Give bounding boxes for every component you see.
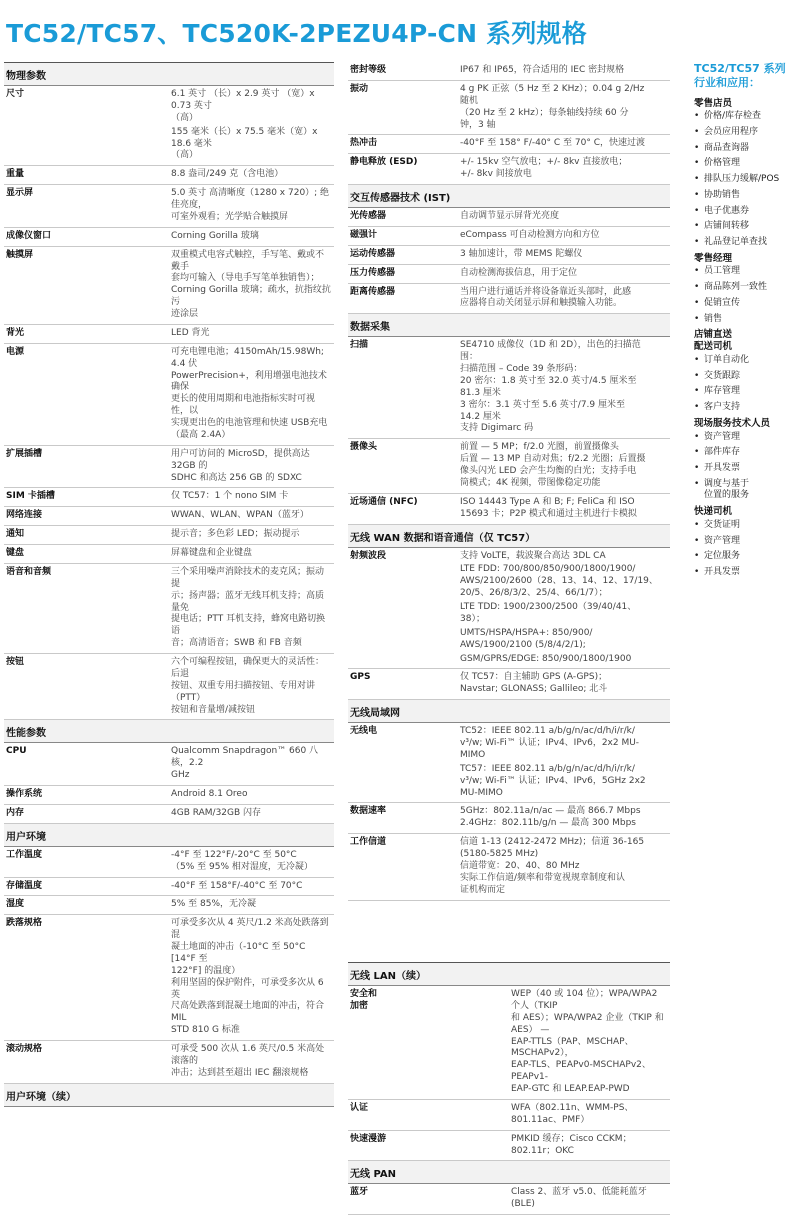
spec-label: 静电释放 (ESD) — [348, 154, 458, 185]
bullet-icon: • — [694, 282, 700, 293]
sidebar-title: TC52/TC57 系列 行业和应用： — [694, 62, 786, 89]
spec-value-line: 可充电锂电池；4150mAh/15.98Wh; 4.4 伏 PowerPrecision+，利用增强电池技术确保 更长的使用周期和电池指标实时可视性，以 实现更出色的电池管理和快速 USB充电 （最高 2.4A） — [171, 346, 328, 440]
spec-label: 扩展插槽 — [4, 445, 169, 488]
spec-table-left — [4, 62, 334, 1107]
spec-label: 认证 — [348, 1099, 509, 1130]
sidebar-group-title: 快递司机 — [694, 506, 733, 517]
spec-value — [169, 526, 334, 545]
section-heading — [348, 700, 670, 723]
sidebar-list-item-text: 交货证明 — [704, 519, 741, 530]
spec-label: 按钮 — [4, 654, 169, 720]
spec-value — [169, 563, 334, 653]
bullet-icon: • — [694, 266, 700, 277]
spec-value — [458, 547, 670, 669]
sidebar-list-item — [694, 206, 798, 218]
spec-column-middle-continued — [348, 962, 670, 1215]
bullet-icon: • — [694, 519, 700, 530]
sidebar-list-item-text: 商品查询器 — [704, 142, 750, 153]
spec-value — [169, 86, 334, 166]
spec-row — [4, 246, 334, 324]
spec-row — [4, 896, 334, 915]
section-heading — [4, 63, 334, 86]
bullet-icon: • — [694, 370, 700, 381]
sidebar-list-item-text: 排队压力缓解/POS — [704, 174, 780, 185]
section-heading — [348, 524, 670, 547]
spec-value — [458, 493, 670, 524]
sidebar-list-item-text: 礼品登记单查找 — [704, 236, 768, 247]
bullet-icon: • — [694, 462, 700, 473]
spec-label: 操作系统 — [4, 786, 169, 805]
section-heading — [4, 720, 334, 743]
sidebar-list-item — [694, 221, 798, 233]
bullet-icon: • — [694, 535, 700, 546]
spec-value-line: 仅 TC57：自主辅助 GPS (A-GPS)； Navstar; GLONASS; Gallileo; 北斗 — [460, 672, 608, 695]
bullet-icon: • — [694, 297, 700, 308]
spec-value-line: 支持 VoLTE，载波聚合高达 3DL CA — [460, 550, 606, 561]
spec-row — [348, 723, 670, 803]
bullet-icon: • — [694, 551, 700, 562]
section-heading — [348, 185, 670, 208]
spec-label: 磁强计 — [348, 226, 458, 245]
spec-value-line: 当用户进行通话并将设备靠近头部时，此感 应器将自动关闭显示屏和触摸输入功能。 — [460, 286, 632, 309]
sidebar-list-item — [694, 111, 798, 123]
spec-row — [4, 804, 334, 823]
sidebar-list-item-text: 资产管理 — [704, 535, 741, 546]
sidebar-list-item-text: 订单自动化 — [704, 354, 750, 365]
section-heading-text: 无线 WAN 数据和语音通信（仅 TC57） — [348, 524, 670, 547]
spec-label: 尺寸 — [4, 86, 169, 166]
spec-value-line: -40°F 至 158° F/-40° C 至 70° C，快速过渡 — [460, 138, 646, 149]
sidebar-list-item — [694, 355, 798, 367]
spec-value — [169, 896, 334, 915]
sidebar-list-item-text: 库存管理 — [704, 386, 741, 397]
bullet-icon: • — [694, 111, 700, 122]
spec-value-line: 六个可编程按钮，确保更大的灵活性：后退 按钮、双重专用扫描按钮、专用对讲（PTT） 按钮和音量增/减按钮 — [171, 657, 325, 715]
bullet-icon: • — [694, 402, 700, 412]
sidebar-list-item — [694, 432, 798, 444]
spec-value — [169, 846, 334, 877]
section-heading-text: 用户环境 — [4, 823, 334, 846]
spec-value — [509, 1099, 670, 1130]
sidebar-list-item-text: 交货跟踪 — [704, 370, 741, 381]
bullet-icon: • — [694, 142, 700, 153]
spec-label: 密封等级 — [348, 62, 458, 80]
spec-row — [4, 846, 334, 877]
spec-value-line: eCompass 可自动检测方向和方位 — [460, 229, 600, 240]
section-heading-text: 无线 LAN（续） — [348, 963, 670, 986]
spec-row — [4, 563, 334, 653]
bullet-icon: • — [694, 386, 700, 397]
spec-value — [169, 915, 334, 1041]
spec-value-line: WWAN、WLAN、WPAN（蓝牙） — [171, 510, 309, 521]
spec-row — [4, 445, 334, 488]
spec-value-line: 屏幕键盘和企业键盘 — [171, 548, 253, 558]
spec-value — [169, 743, 334, 786]
spec-label: 滚动规格 — [4, 1041, 169, 1084]
spec-value — [169, 877, 334, 896]
sidebar-group-title: 零售店员 — [694, 97, 733, 109]
spec-value-line: TC52：IEEE 802.11 a/b/g/n/ac/d/h/i/r/k/ v³/w; Wi-Fi™ 认证；IPv4、IPv6，2x2 MU- MIMO — [460, 726, 640, 760]
spec-row — [348, 439, 670, 494]
spec-label: 键盘 — [4, 545, 169, 564]
spec-value-line: UMTS/HSPA/HSPA+: 850/900/ AWS/1900/2100 (5/8/4/2/1); — [460, 627, 593, 650]
spec-row — [348, 264, 670, 283]
bullet-icon: • — [694, 127, 700, 138]
spec-value — [458, 264, 670, 283]
spec-value — [509, 986, 670, 1100]
sidebar-list-item-text: 电子优惠券 — [704, 205, 750, 216]
spec-row — [4, 86, 334, 166]
spec-column-middle — [348, 62, 670, 901]
spec-value-line: LTE TDD: 1900/2300/2500（39/40/41、 38）； — [460, 602, 637, 624]
bullet-icon: • — [694, 313, 700, 324]
sidebar-list-item-text: 开具发票 — [704, 462, 741, 473]
spec-label: 安全和 加密 — [348, 986, 509, 1100]
spec-row — [4, 915, 334, 1041]
spec-label: 语音和音频 — [4, 563, 169, 653]
sidebar-list-item-text: 价格/库存检查 — [704, 111, 762, 122]
sidebar-list-item — [694, 282, 798, 294]
spec-label: 距离传感器 — [348, 283, 458, 314]
spec-row — [348, 803, 670, 834]
spec-value — [458, 803, 670, 834]
section-heading-text: 无线局域网 — [348, 700, 670, 723]
sidebar-list-item-text: 商品陈列一致性 — [704, 282, 768, 293]
sidebar-list-item-text: 价格管理 — [704, 158, 741, 169]
spec-row — [348, 1099, 670, 1130]
sidebar — [694, 62, 798, 583]
sidebar-list-item-text: 定位服务 — [704, 551, 741, 562]
spec-value-line: +/- 15kv 空气放电；+/- 8kv 直接放电； +/- 8kv 间接放电 — [460, 157, 628, 180]
spec-value-line: 可承受 500 次从 1.6 英尺/0.5 米高处滚落的 冲击；达到甚至超出 IEC 翻滚规格 — [171, 1044, 325, 1078]
spec-value-line: PMKID 缓存；Cisco CCKM；802.11r；OKC — [511, 1133, 632, 1156]
spec-row — [4, 343, 334, 445]
spec-label: 光传感器 — [348, 208, 458, 227]
spec-row — [4, 227, 334, 246]
spec-row — [4, 545, 334, 564]
sidebar-list-item-text: 开具发票 — [704, 566, 741, 577]
section-heading — [348, 314, 670, 337]
spec-value — [169, 804, 334, 823]
spec-value-line: 自动调节显示屏背光亮度 — [460, 211, 560, 221]
bullet-icon: • — [694, 205, 700, 216]
spec-value-line: LED 背光 — [171, 327, 210, 338]
page-title: TC52/TC57、TC520K-2PEZU4P-CN 系列规格 — [6, 19, 587, 48]
spec-value — [458, 62, 670, 80]
sidebar-list-item-text: 调度与基于 位置的服务 — [704, 478, 750, 501]
sidebar-list-item-text: 会员应用程序 — [704, 127, 759, 138]
spec-row — [348, 1130, 670, 1161]
spec-value-line: 5% 至 85%，无冷凝 — [171, 899, 257, 910]
sidebar-list-item-text: 员工管理 — [704, 266, 741, 277]
sidebar-list-item — [694, 551, 798, 563]
spec-label: 热冲击 — [348, 135, 458, 154]
spec-row — [4, 877, 334, 896]
spec-value-line: 4GB RAM/32GB 闪存 — [171, 807, 262, 818]
spec-value — [458, 439, 670, 494]
bullet-icon: • — [694, 478, 700, 489]
spec-value-line: GSM/GPRS/EDGE: 850/900/1800/1900 — [460, 653, 632, 664]
bullet-icon: • — [694, 189, 700, 200]
spec-value — [169, 488, 334, 507]
sidebar-groups — [694, 98, 798, 579]
spec-value-line: 5GHz：802.11a/n/ac — 最高 866.7 Mbps 2.4GHz：802.11b/g/n — 最高 300 Mbps — [460, 806, 641, 829]
sidebar-list-item — [694, 567, 798, 579]
section-heading — [348, 963, 670, 986]
spec-row — [4, 526, 334, 545]
section-heading-text: 性能参数 — [4, 720, 334, 743]
sidebar-list-item-text: 协助销售 — [704, 189, 741, 200]
spec-value — [169, 654, 334, 720]
spec-value-line: LTE FDD: 700/800/850/900/1800/1900/ AWS/2100/2600（28、13、14、12、17/19、 20/5、26/8/3/2、25/4、66/1/7）； — [460, 564, 658, 599]
spec-table-middle-continued — [348, 962, 670, 1215]
spec-row — [4, 1041, 334, 1084]
spec-value-line: SE4710 成像仪（1D 和 2D），出色的扫描范 围： 扫描范围 – Code 39 条形码： 20 密尔：1.8 英寸至 32.0 英寸/4.5 厘米至 81.3 厘米 3 密尔：3.1 英寸至 5.6 英寸/7.9 厘米至 14.2 厘米 支持 Digimarc 码 — [460, 340, 641, 434]
spec-value-line: 信道 1-13 (2412-2472 MHz)；信道 36-165 (5180-5825 MHz) 信道带宽：20、40、80 MHz 实际工作信道/频率和带宽视规章制度和认 证机构而定 — [460, 837, 645, 895]
spec-table-middle — [348, 62, 670, 901]
spec-value — [458, 337, 670, 439]
spec-label: 湿度 — [4, 896, 169, 915]
spec-value — [169, 324, 334, 343]
spec-label: 蓝牙 — [348, 1184, 509, 1215]
spec-label: 内存 — [4, 804, 169, 823]
section-heading — [4, 823, 334, 846]
sidebar-list-item — [694, 266, 798, 278]
spec-value — [458, 834, 670, 900]
spec-column-left — [4, 62, 334, 1107]
sidebar-list-item — [694, 536, 798, 548]
spec-value — [458, 80, 670, 135]
spec-row — [4, 488, 334, 507]
spec-value-line: 用户可访问的 MicroSD，提供高达 32GB 的 SDHC 和高达 256 GB 的 SDXC — [171, 448, 310, 483]
bullet-icon: • — [694, 158, 700, 169]
spec-row — [4, 743, 334, 786]
spec-label: 运动传感器 — [348, 245, 458, 264]
spec-row — [348, 547, 670, 669]
sidebar-list-item-text: 促销宣传 — [704, 297, 741, 308]
spec-row — [348, 208, 670, 227]
spec-value — [169, 507, 334, 526]
sidebar-list-item — [694, 520, 798, 532]
sidebar-group-title: 现场服务技术人员 — [694, 417, 771, 429]
spec-label: 网络连接 — [4, 507, 169, 526]
sidebar-list-item — [694, 143, 798, 155]
spec-value — [169, 545, 334, 564]
spec-value-line: 6.1 英寸 （长）x 2.9 英寸 （宽）x 0.73 英寸 （高） — [171, 89, 315, 123]
section-heading-text: 交互传感器技术 (IST) — [348, 185, 670, 208]
section-heading — [4, 1083, 334, 1106]
spec-label: 摄像头 — [348, 439, 458, 494]
spec-value-line: 双重模式电容式触控，手写笔、戴或不戴手 套均可输入（导电手写笔单独销售）； Corning Gorilla 玻璃；疏水，抗指纹抗污 迹涂层 — [171, 249, 331, 319]
section-heading — [348, 1161, 670, 1184]
spec-value — [458, 283, 670, 314]
spec-label: CPU — [4, 743, 169, 786]
spec-value-line: -4°F 至 122°F/-20°C 至 50°C （5% 至 95% 相对湿度，无冷凝） — [171, 849, 313, 872]
spec-row — [348, 245, 670, 264]
spec-value-line: 4 g PK 正弦（5 Hz 至 2 KHz）；0.04 g 2/Hz 随机 （20 Hz 至 2 kHz）；每条轴线持续 60 分 钟，3 轴 — [460, 83, 645, 130]
sidebar-list-item — [694, 174, 798, 186]
sidebar-list-item — [694, 298, 798, 310]
spec-row — [348, 986, 670, 1100]
section-heading-text: 无线 PAN — [348, 1161, 670, 1184]
spec-value-line: Class 2、蓝牙 v5.0、低能耗蓝牙 (BLE) — [511, 1187, 647, 1210]
spec-value-line: Qualcomm Snapdragon™ 660 八核，2.2 GHz — [171, 746, 319, 781]
sidebar-list-item — [694, 386, 798, 398]
spec-value-line: Android 8.1 Oreo — [171, 789, 248, 799]
spec-row — [4, 166, 334, 185]
section-heading-text: 物理参数 — [4, 63, 334, 86]
spec-label: 压力传感器 — [348, 264, 458, 283]
spec-value-line: 自动检测海拔信息，用于定位 — [460, 267, 578, 278]
spec-row — [348, 62, 670, 80]
spec-value — [169, 166, 334, 185]
spec-row — [348, 834, 670, 900]
sidebar-list-item — [694, 127, 798, 139]
sidebar-group-title: 店铺直送 配送司机 — [694, 329, 733, 353]
spec-value-line: WEP（40 或 104 位）；WPA/WPA2 个人（TKIP 和 AES）；WPA/WPA2 企业（TKIP 和 AES） — EAP-TTLS（PAP、MSCHAP、MSCHAPv2）， EAP-TLS、PEAPv0-MSCHAPv2、PEAPv1- EAP-GTC 和 LEAP.EAP-PWD — [511, 989, 664, 1094]
spec-value-line: TC57：IEEE 802.11 a/b/g/n/ac/d/h/i/r/k/ v³/w; Wi-Fi™ 认证；IPv4、IPv6，5GHz 2x2 MU-MIMO — [460, 763, 646, 798]
sidebar-list-item-text: 资产管理 — [704, 431, 741, 442]
spec-label: 存储温度 — [4, 877, 169, 896]
spec-value — [169, 445, 334, 488]
spec-value — [458, 154, 670, 185]
spec-label: 成像仪窗口 — [4, 227, 169, 246]
spec-value — [509, 1130, 670, 1161]
spec-value — [458, 226, 670, 245]
spec-value-line: 三个采用噪声消除技术的麦克风；振动提 示；扬声器；蓝牙无线耳机支持；高质量免 提电话；PTT 耳机支持，蜂窝电路切换语 音；高清语音；SWB 和 FB 音频 — [171, 566, 326, 649]
spec-row — [348, 1184, 670, 1215]
spec-value — [169, 786, 334, 805]
spec-row — [4, 654, 334, 720]
spec-label: GPS — [348, 669, 458, 700]
spec-label: 无线电 — [348, 723, 458, 803]
spec-label: 电源 — [4, 343, 169, 445]
spec-value — [458, 135, 670, 154]
spec-value — [458, 208, 670, 227]
sidebar-list-item — [694, 158, 798, 170]
spec-label: 扫描 — [348, 337, 458, 439]
spec-value-line: ISO 14443 Type A 和 B; F; FeliCa 和 ISO 15693 卡；P2P 模式和通过主机进行卡模拟 — [460, 496, 637, 519]
spec-label: 工作温度 — [4, 846, 169, 877]
spec-value — [169, 227, 334, 246]
spec-row — [348, 669, 670, 700]
section-heading-text: 用户环境（续） — [4, 1083, 334, 1106]
section-heading-text: 数据采集 — [348, 314, 670, 337]
spec-row — [348, 154, 670, 185]
spec-value-line: 可承受多次从 4 英尺/1.2 米高处跌落到混 凝土地面的冲击（-10°C 至 50°C [14°F 至 122°F] 的温度） 利用坚固的保护附件，可承受多次从 6 英 尺高处跌落到混凝土地面的冲击，符合 MIL STD 810 G 标准 — [171, 918, 329, 1036]
spec-row — [4, 786, 334, 805]
sidebar-list-item-text: 客户支持 — [704, 402, 741, 412]
sidebar-list-item — [694, 371, 798, 383]
spec-value-line: WFA（802.11n、WMM-PS、801.11ac、PMF） — [511, 1102, 634, 1125]
bullet-icon: • — [694, 236, 700, 247]
sidebar-list-item — [694, 463, 798, 475]
spec-value-line: 8.8 盎司/249 克（含电池） — [171, 169, 284, 180]
spec-row — [4, 507, 334, 526]
spec-value — [458, 723, 670, 803]
spec-value — [169, 1041, 334, 1084]
spec-label: SIM 卡插槽 — [4, 488, 169, 507]
sidebar-list-item — [694, 314, 798, 326]
sidebar-list-item-text: 店铺间转移 — [704, 221, 750, 232]
spec-value-line: 5.0 英寸 高清晰度（1280 x 720）; 绝佳亮度， 可室外观看；光学贴合触摸屏 — [171, 188, 330, 222]
spec-row — [4, 185, 334, 228]
bullet-icon: • — [694, 566, 700, 577]
spec-row — [348, 135, 670, 154]
spec-row — [348, 226, 670, 245]
spec-value — [458, 669, 670, 700]
spec-label: 触摸屏 — [4, 246, 169, 324]
spec-label: 背光 — [4, 324, 169, 343]
spec-label: 显示屏 — [4, 185, 169, 228]
spec-value — [169, 343, 334, 445]
spec-value-line: 仅 TC57：1 个 nono SIM 卡 — [171, 491, 289, 502]
sidebar-group-title: 零售经理 — [694, 252, 733, 264]
spec-row — [348, 493, 670, 524]
spec-value-line: 155 毫米（长）x 75.5 毫米（宽）x 18.6 毫米 （高） — [171, 126, 318, 161]
bullet-icon: • — [694, 174, 700, 185]
spec-label: 工作信道 — [348, 834, 458, 900]
spec-value — [169, 185, 334, 228]
spec-label: 射频波段 — [348, 547, 458, 669]
spec-label: 近场通信 (NFC) — [348, 493, 458, 524]
spec-label: 跌落规格 — [4, 915, 169, 1041]
bullet-icon: • — [694, 431, 700, 442]
spec-label: 快速漫游 — [348, 1130, 509, 1161]
spec-value-line: Corning Gorilla 玻璃 — [171, 230, 259, 241]
sidebar-list-item — [694, 190, 798, 202]
bullet-icon: • — [694, 354, 700, 365]
sidebar-list-item-text: 部件库存 — [704, 447, 741, 458]
spec-value-line: 前置 — 5 MP；f/2.0 光圈，前置摄像头 后置 — 13 MP 自动对焦；f/2.2 光圈；后置摄 像头闪光 LED 会产生均衡的白光；支持手电 筒模式；4K 视频，带图像稳定功能 — [460, 442, 646, 488]
spec-row — [4, 324, 334, 343]
spec-label: 重量 — [4, 166, 169, 185]
spec-value — [458, 245, 670, 264]
spec-label: 数据速率 — [348, 803, 458, 834]
spec-value-line: 提示音；多色彩 LED；振动提示 — [171, 529, 300, 540]
sidebar-list-item — [694, 402, 798, 414]
spec-label: 振动 — [348, 80, 458, 135]
bullet-icon: • — [694, 447, 700, 458]
spec-row — [348, 337, 670, 439]
spec-value-line: IP67 和 IP65，符合适用的 IEC 密封规格 — [460, 65, 625, 75]
spec-value — [169, 246, 334, 324]
sidebar-list-item — [694, 479, 798, 502]
bullet-icon: • — [694, 221, 700, 232]
sidebar-list-item — [694, 447, 798, 459]
spec-row — [348, 283, 670, 314]
spec-label: 通知 — [4, 526, 169, 545]
spec-value-line: -40°F 至 158°F/-40°C 至 70°C — [171, 880, 303, 891]
sidebar-list-item-text: 销售 — [704, 313, 723, 324]
spec-row — [348, 80, 670, 135]
spec-value-line: 3 轴加速计，带 MEMS 陀螺仪 — [460, 248, 583, 259]
sidebar-list-item — [694, 237, 798, 249]
spec-value — [509, 1184, 670, 1215]
